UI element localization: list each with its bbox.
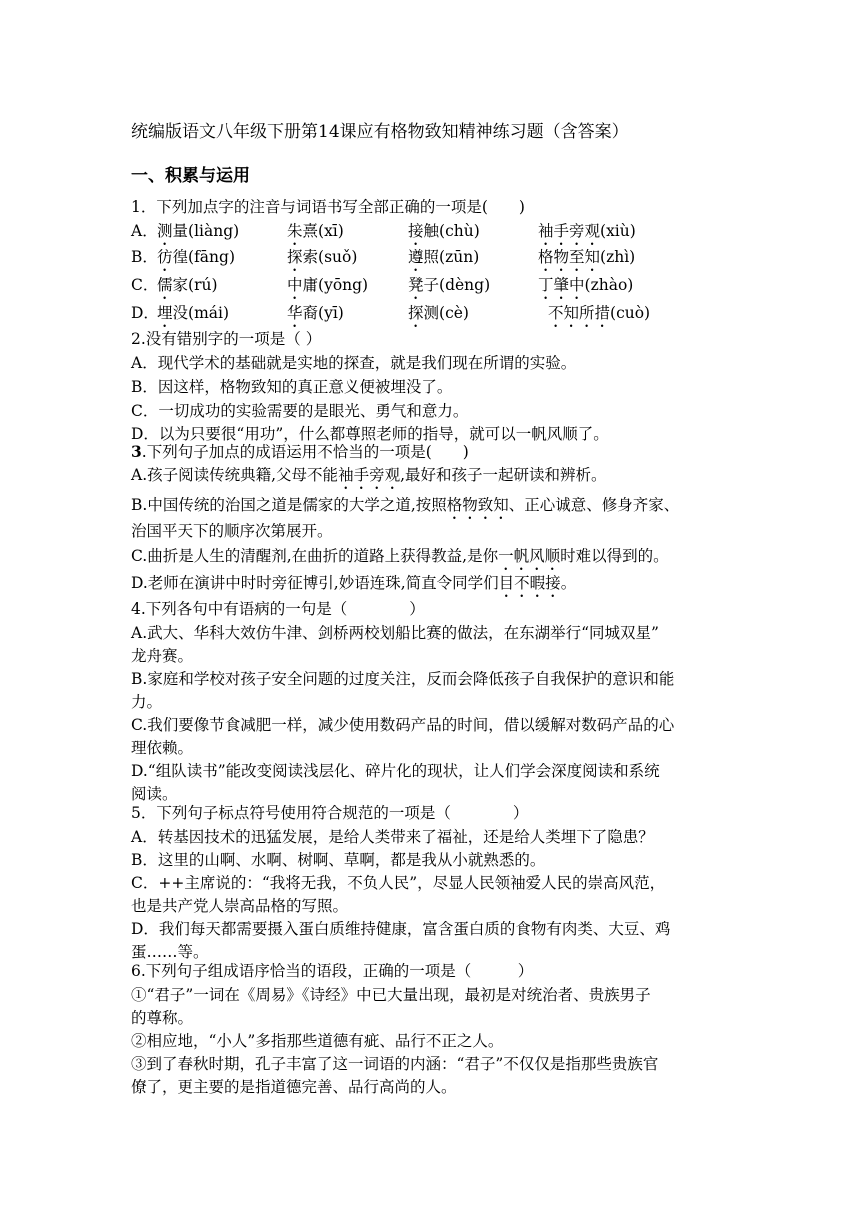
q1-word-rest: 徨(fāng) — [172, 248, 235, 266]
question-6-sentence-1-line-1: ①“君子”一词在《周易》《诗经》中已大量出现，最初是对统治者、贵族男子 — [131, 986, 651, 1004]
q1-word-rest: 测(cè) — [423, 304, 469, 322]
q1-word-rest: (zhào) — [584, 276, 634, 294]
question-4-stem: 4.下列各句中有语病的一句是（ ） — [131, 600, 425, 618]
question-3-option-b-line-2: 治国平天下的顺序次第展开。 — [131, 522, 333, 540]
q3c-dotted-idiom: 一帆风顺 — [498, 547, 561, 565]
q1-option-label: D． — [131, 304, 159, 322]
q1-option-word — [157, 274, 218, 303]
q1-word-rest: 量(liàng) — [172, 222, 240, 240]
q1-dotted-char: 遵 — [408, 248, 424, 266]
q1-option-word — [287, 220, 344, 249]
q1-dotted-char: 测 — [157, 222, 173, 240]
q1-word-rest: 家(rú) — [172, 276, 218, 294]
question-4-option-c-line-2: 理依赖。 — [131, 739, 194, 757]
q1-option-word — [287, 274, 368, 303]
q1-option-word — [287, 246, 357, 275]
document-title: 统编版语文八年级下册第14课应有格物致知精神练习题（含答案） — [131, 122, 629, 142]
question-4-option-d-line-2: 阅读。 — [131, 785, 178, 803]
q3c-pre: C.曲折是人生的清醒剂,在曲折的道路上获得教益,是你 — [131, 547, 499, 565]
question-3-option-d — [131, 572, 576, 601]
question-1-stem: 1．下列加点字的注音与词语书写全部正确的一项是( ) — [131, 198, 525, 216]
q1-dotted-char: 不知所措 — [548, 304, 611, 322]
question-4-option-c-line-1: C.我们要像节食减肥一样，减少使用数码产品的时间，借以缓解对数码产品的心 — [131, 716, 675, 734]
question-4-option-d-line-1: D.“组队读书”能改变阅读浅层化、碎片化的现状，让人们学会深度阅读和系统 — [131, 762, 660, 780]
q3d-post: 。 — [560, 574, 577, 592]
q1-dotted-char: 彷 — [157, 248, 173, 266]
q1-dotted-char: 儒 — [157, 276, 173, 294]
q1-option-label: C． — [131, 276, 159, 294]
q1-dotted-char: 中 — [287, 276, 303, 294]
q1-word-rest: 索(suǒ) — [302, 248, 358, 266]
q3b-post: 、正心诚意、修身齐家、 — [508, 496, 680, 514]
q1-dotted-char: 探 — [287, 248, 303, 266]
q3a-pre: A.孩子阅读传统典籍,父母不能 — [131, 466, 339, 484]
question-5-option-c-line-2: 也是共产党人崇高品格的写照。 — [131, 897, 349, 915]
q1-option-word — [157, 220, 239, 249]
question-3-number: 3 — [131, 442, 142, 461]
question-3-option-c — [131, 545, 669, 574]
q1-option-word — [408, 302, 469, 331]
question-5-option-b: B．这里的山啊、水啊、树啊、草啊，都是我从小就熟悉的。 — [131, 851, 546, 869]
q1-dotted-char: 格物至知 — [538, 248, 601, 266]
question-2-stem: 2.没有错别字的一项是（ ） — [131, 330, 322, 348]
question-4-option-b-line-1: B.家庭和学校对孩子安全问题的过度关注，反而会降低孩子自我保护的意识和能 — [131, 670, 675, 688]
q1-word-rest: 熹(xī) — [302, 222, 344, 240]
question-3-stem — [131, 441, 469, 463]
q1-dotted-char: 埋 — [157, 304, 173, 322]
q1-dotted-char: 探 — [408, 304, 424, 322]
question-5-option-d-line-2: 蛋……等。 — [131, 943, 209, 961]
q1-dotted-char: 袖手旁观 — [538, 222, 601, 240]
q1-word-rest: (zhì) — [600, 248, 636, 266]
q3a-post: ,最好和孩子一起研读和辨析。 — [400, 466, 607, 484]
q1-option-word — [157, 246, 235, 275]
q1-option-label: B． — [131, 248, 158, 266]
q1-word-rest: (cuò) — [610, 304, 651, 322]
question-2-option-b: B．因这样，格物致知的真正意义便被埋没了。 — [131, 378, 453, 396]
q1-word-rest: (xiù) — [600, 222, 636, 240]
q1-word-rest: 子(dèng) — [423, 276, 491, 294]
q3d-pre: D.老师在演讲中时时旁征博引,妙语连珠,简直令同学们 — [131, 574, 499, 592]
q1-option-word — [538, 220, 636, 249]
question-2-option-a: A．现代学术的基础就是实地的探查，就是我们现在所谓的实验。 — [131, 354, 577, 372]
q1-dotted-char: 丁肇中 — [538, 276, 585, 294]
question-4-option-b-line-2: 力。 — [131, 693, 163, 711]
q1-option-label: A． — [131, 222, 158, 240]
question-6-sentence-3-line-1: ③到了春秋时期，孔子丰富了这一词语的内涵：“君子”不仅仅是指那些贵族官 — [131, 1055, 659, 1073]
q3b-pre: B.中国传统的治国之道是儒家的大学之道,按照 — [131, 496, 447, 514]
q1-dotted-char: 朱 — [287, 222, 303, 240]
q1-option-word — [157, 302, 229, 331]
question-5-option-a: A．转基因技术的迅猛发展，是给人类带来了福祉，还是给人类埋下了隐患？ — [131, 828, 654, 846]
q1-word-rest: 触(chù) — [423, 222, 480, 240]
q1-option-word — [548, 302, 650, 331]
q1-dotted-char: 凳 — [408, 276, 424, 294]
question-2-option-c: C．一切成功的实验需要的是眼光、勇气和意力。 — [131, 402, 469, 420]
question-6-sentence-3-line-2: 僚了，更主要的是指道德完善、品行高尚的人。 — [131, 1078, 457, 1096]
q1-option-word — [408, 274, 490, 303]
q1-option-word — [538, 246, 635, 275]
question-5-option-d-line-1: D．我们每天都需要摄入蛋白质维持健康，富含蛋白质的食物有肉类、大豆、鸡 — [131, 920, 671, 938]
question-5-option-c-line-1: C．++主席说的：“我将无我，不负人民”，尽显人民领袖爱人民的崇高风范， — [131, 874, 666, 892]
question-4-option-a-line-2: 龙舟赛。 — [131, 647, 194, 665]
question-3-option-a — [131, 464, 607, 493]
question-6-sentence-1-line-2: 的尊称。 — [131, 1009, 194, 1027]
q1-word-rest: 没(mái) — [172, 304, 230, 322]
q1-option-word — [287, 302, 344, 331]
q1-option-word — [538, 274, 633, 303]
q3c-post: 时难以得到的。 — [560, 547, 669, 565]
q3d-dotted-idiom: 目不暇接 — [498, 574, 561, 592]
question-3-stem-text: .下列句子加点的成语运用不恰当的一项是( ) — [141, 443, 469, 461]
q3a-dotted-idiom: 袖手旁观 — [338, 466, 401, 484]
question-6-stem: 6.下列句子组成语序恰当的语段，正确的一项是（ ） — [131, 962, 534, 980]
question-4-option-a-line-1: A.武大、华科大效仿牛津、剑桥两校划船比赛的做法，在东湖举行“同城双星” — [131, 624, 659, 642]
q1-word-rest: 照(zūn) — [423, 248, 480, 266]
question-2-option-d: D．以为只要很“用功”，什么都尊照老师的指导，就可以一帆风顺了。 — [131, 425, 609, 443]
q1-option-word — [408, 220, 480, 249]
q1-word-rest: 裔(yī) — [302, 304, 344, 322]
section-heading: 一、积累与运用 — [131, 166, 250, 186]
q1-dotted-char: 华 — [287, 304, 303, 322]
q1-option-word — [408, 246, 479, 275]
question-3-option-b-line-1 — [131, 494, 679, 523]
question-5-stem: 5．下列句子标点符号使用符合规范的一项是（ ） — [131, 804, 529, 822]
q1-dotted-char: 接 — [408, 222, 424, 240]
question-6-sentence-2: ②相应地，“小人”多指那些道德有疵、品行不正之人。 — [131, 1032, 504, 1050]
q1-word-rest: 庸(yōng) — [302, 276, 369, 294]
q3b-dotted-idiom: 格物致知 — [446, 496, 509, 514]
